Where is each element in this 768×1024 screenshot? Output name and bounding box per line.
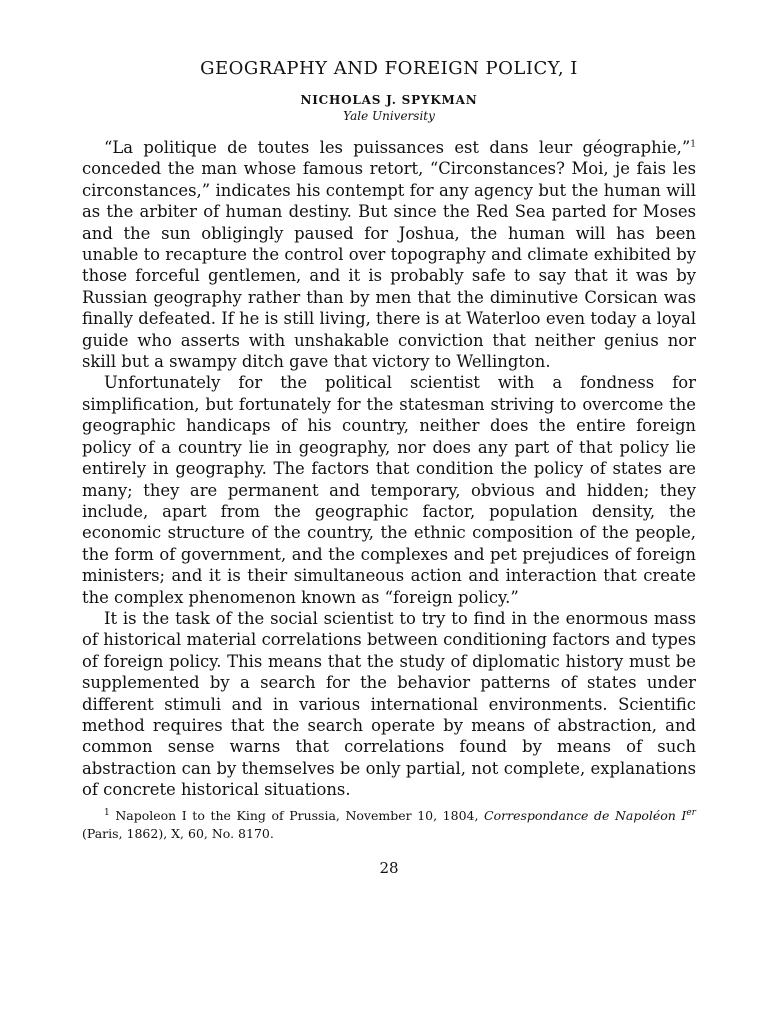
footnote-reference[interactable]: 1 — [690, 139, 696, 150]
footnote-work-title-superscript: er — [686, 807, 696, 818]
footnote-text-after: (Paris, 1862), X, 60, No. 8170. — [82, 825, 274, 841]
footnote-text-before: Napoleon I to the King of Prussia, November 10, 1804, — [109, 807, 485, 823]
article-page — [82, 58, 696, 877]
article-body — [82, 137, 696, 801]
paragraph-1-opening: “La politique de toutes les puissances est dans leur géographie,” — [104, 138, 691, 157]
article-title: GEOGRAPHY AND FOREIGN POLICY, I — [200, 58, 578, 79]
page-number: 28 — [379, 858, 399, 877]
paragraph-1 — [82, 137, 696, 372]
author-affiliation: Yale University — [343, 109, 435, 123]
paragraph-2: Unfortunately for the political scientist with a fondness for simplification, but fortunately for the statesman striving to overcome the geographic handicaps of his country, neither does the entire foreign policy of a country lie in geography, nor does any part of that policy lie entirely in geography. The factors that condition the policy of states are many; they are permanent and temporary, obvious and hidden; they include, apart from the geographic factor, population density, the economic structure of the country, the ethnic composition of the people, the form of government, and the complexes and pet prejudices of foreign ministers; and it is their simultaneous action and interaction that create the complex phenomenon known as “foreign policy.” — [82, 373, 696, 607]
author-name: NICHOLAS J. SPYKMAN — [300, 93, 478, 107]
paragraph-3: It is the task of the social scientist to try to find in the enormous mass of historical material correlations between conditioning factors and types of foreign policy. This means that the study of diplomatic history must be supplemented by a search for the behavior patterns of states under different stimuli and in various international environments. Scientific method requires that the search operate by means of abstraction, and common sense warns that correlations found by means of such abstraction can by themselves be only partial, not complete, explanations of concrete historical situations. — [82, 608, 696, 800]
footnote-work-title-text: Correspondance de Napoléon I — [484, 807, 687, 823]
footnote-marker: 1 — [104, 807, 110, 818]
footnote-work-title — [484, 808, 696, 823]
paragraph-1-rest: conceded the man whose famous retort, “Circonstances? Moi, je fais les circonstances,” indicates his contempt for any agency but the human will as the arbiter of human destiny. But since the Red Sea parted for Moses and the sun obligingly paused for Joshua, the human will has been unable to recapture the control over topography and climate exhibited by those forceful gentlemen, and it is probably safe to say that it was by Russian geography rather than by men that the diminutive Corsican was finally defeated. If he is still living, there is at Waterloo even today a loyal guide who asserts with unshakable conviction that neither genius nor skill but a swampy ditch gave that victory to Wellington. — [82, 159, 696, 372]
footnote — [82, 807, 696, 843]
